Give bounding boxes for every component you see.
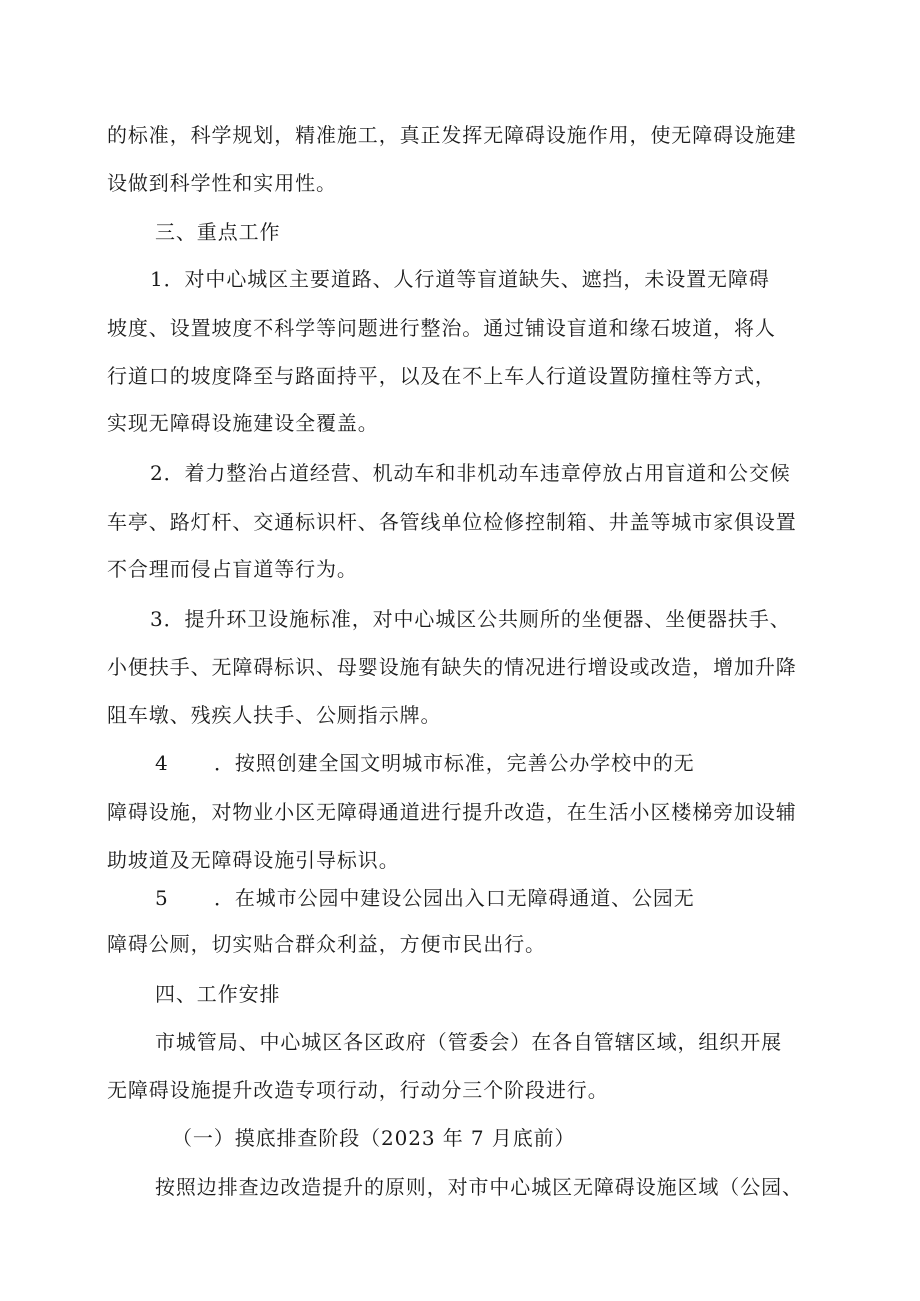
- list-item-line: 障碍设施，对物业小区无障碍通道进行提升改造，在生活小区楼梯旁加设辅: [107, 800, 797, 824]
- list-item-line: 小便扶手、无障碍标识、母婴设施有缺失的情况进行增设或改造，增加升降: [107, 655, 797, 679]
- list-item-line: 行道口的坡度降至与路面持平，以及在不上车人行道设置防撞柱等方式，: [107, 364, 776, 388]
- section-heading: 四、工作安排: [155, 982, 281, 1006]
- list-item-line: 实现无障碍设施建设全覆盖。: [107, 411, 379, 435]
- paragraph-line: 设做到科学性和实用性。: [107, 171, 337, 195]
- list-item-line: 阻车墩、残疾人扶手、公厕指示牌。: [107, 703, 442, 727]
- paragraph-line: 的标准，科学规划，精准施工，真正发挥无障碍设施作用，使无障碍设施建: [107, 123, 797, 147]
- list-item-line: 坡度、设置坡度不科学等问题进行整治。通过铺设盲道和缘石坡道，将人: [107, 316, 776, 340]
- list-item-line: 不合理而侵占盲道等行为。: [107, 557, 358, 581]
- list-item-line: 2．着力整治占道经营、机动车和非机动车违章停放占用盲道和公交候: [150, 461, 791, 485]
- list-item-line: 助坡道及无障碍设施引导标识。: [107, 848, 400, 872]
- paragraph-line: 无障碍设施提升改造专项行动，行动分三个阶段进行。: [107, 1078, 609, 1102]
- paragraph-line: 市城管局、中心城区各区政府（管委会）在各自管辖区域，组织开展: [155, 1030, 782, 1054]
- list-item-number: 5: [155, 886, 169, 910]
- list-item-number: 4: [155, 751, 169, 775]
- section-heading: 三、重点工作: [155, 220, 281, 244]
- paragraph-line: 按照边排查边改造提升的原则，对市中心城区无障碍设施区域（公园、: [155, 1175, 803, 1199]
- subsection-heading: （一）摸底排查阶段（2023 年 7 月底前）: [172, 1126, 576, 1150]
- list-item-line: 3．提升环卫设施标准，对中心城区公共厕所的坐便器、坐便器扶手、: [150, 607, 791, 631]
- list-item-line: ．按照创建全国文明城市标准，完善公办学校中的无: [214, 751, 695, 775]
- list-item-line: 车亭、路灯杆、交通标识杆、各管线单位检修控制箱、井盖等城市家俱设置: [107, 510, 797, 534]
- list-item-line: ．在城市公园中建设公园出入口无障碍通道、公园无: [214, 886, 695, 910]
- list-item-line: 障碍公厕，切实贴合群众利益，方便市民出行。: [107, 932, 546, 956]
- list-item-line: 1．对中心城区主要道路、人行道等盲道缺失、遮挡，未设置无障碍: [150, 267, 770, 291]
